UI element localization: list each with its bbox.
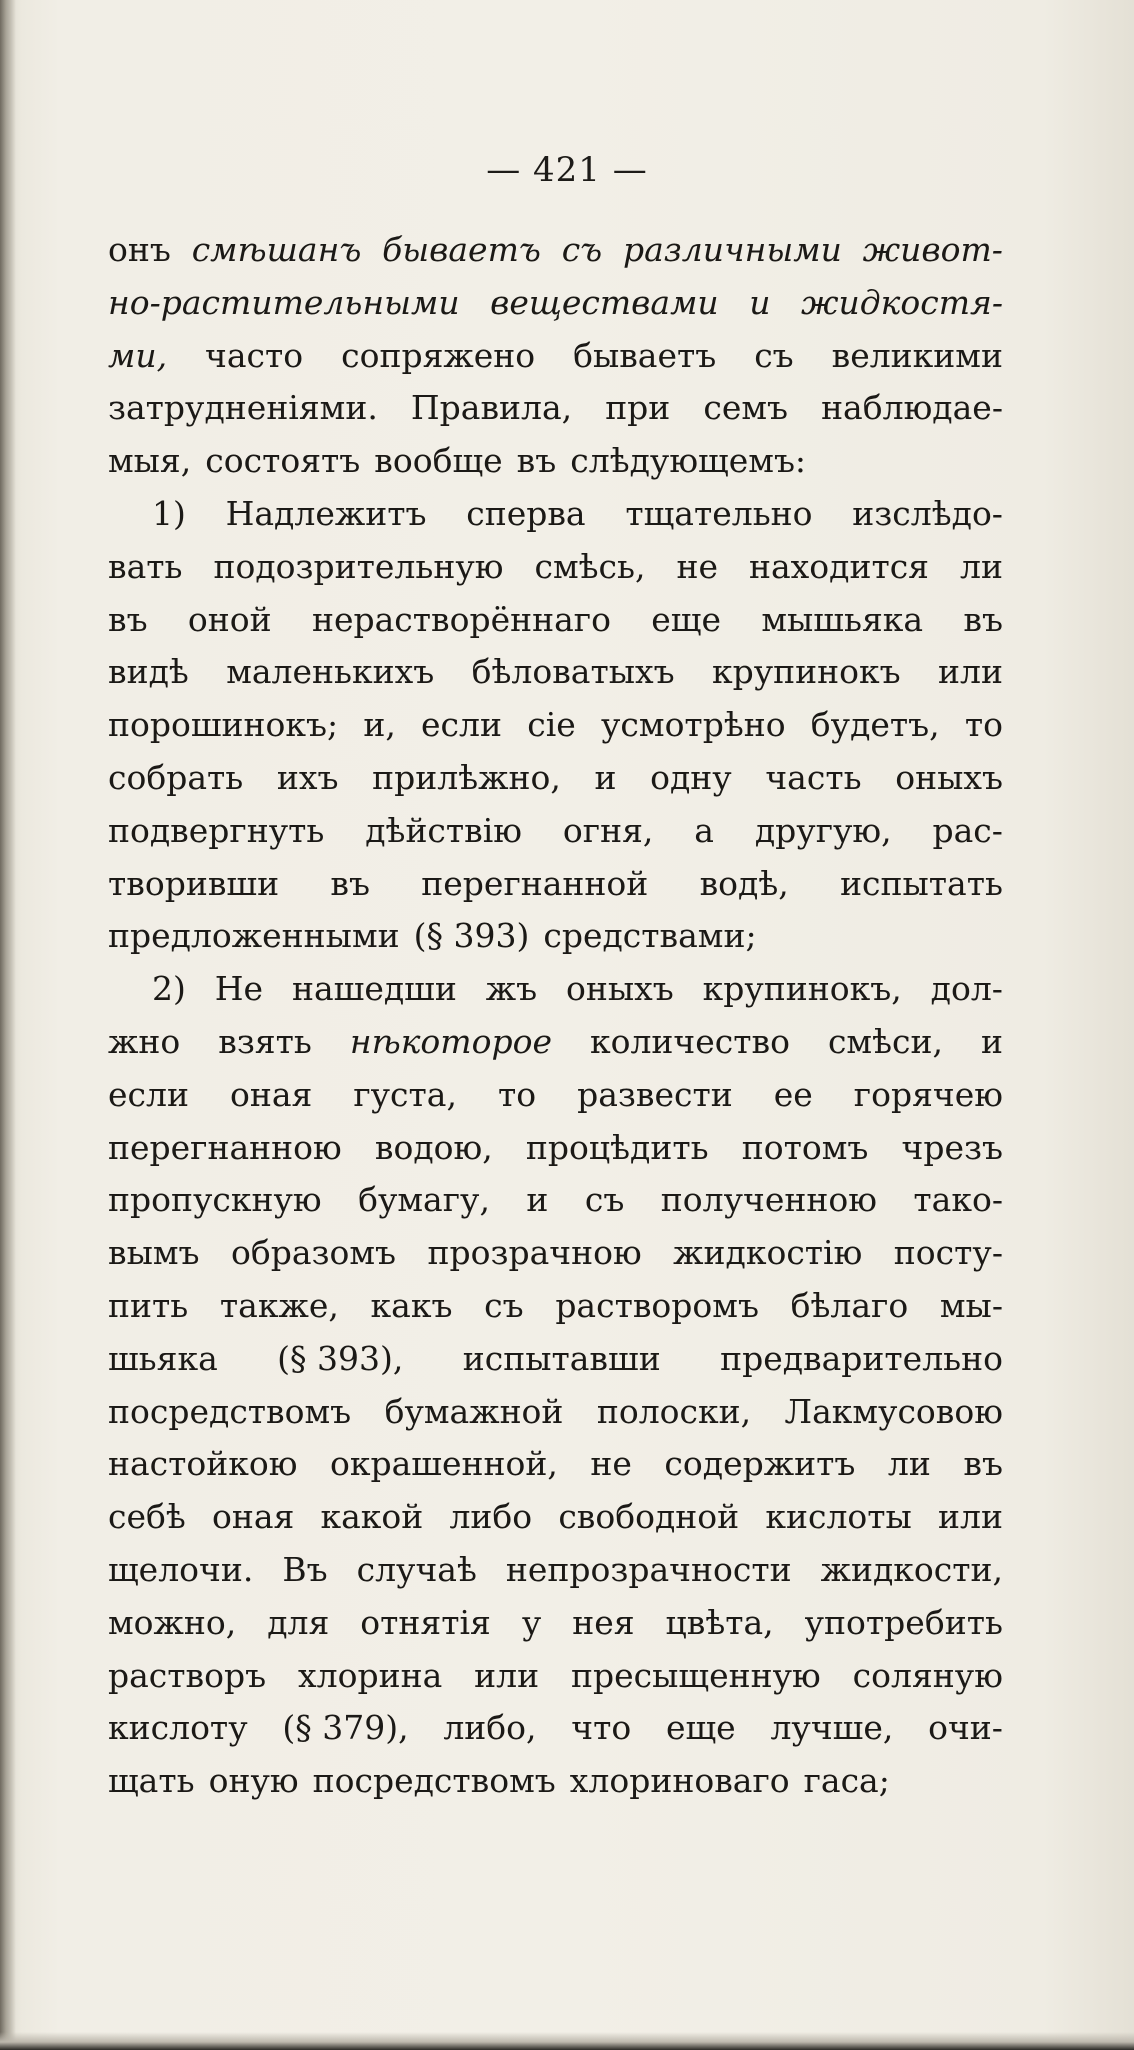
word: великими: [831, 335, 1003, 375]
word: тако-: [913, 1180, 1003, 1220]
text-line: [108, 224, 1003, 277]
word: очи-: [928, 1708, 1003, 1748]
text-line: [108, 277, 1003, 330]
word: съ: [754, 335, 794, 375]
word: содержитъ: [664, 1444, 856, 1484]
word: Надлежитъ: [225, 493, 427, 533]
text-line: [108, 1755, 1003, 1808]
word: жидкости,: [820, 1549, 1003, 1589]
word: жидкостя-: [800, 282, 1003, 322]
text-line: [108, 594, 1003, 647]
word: растворомъ: [555, 1285, 759, 1325]
word: ее: [773, 1074, 813, 1114]
word: но-растительными: [108, 282, 460, 322]
word: водою,: [374, 1127, 493, 1167]
word: настойкою: [108, 1444, 298, 1484]
word: и,: [363, 705, 396, 745]
word: непрозрачности: [505, 1549, 792, 1589]
word: цвѣта,: [665, 1602, 774, 1642]
word: при: [605, 388, 671, 428]
word: затрудненіями.: [108, 388, 378, 428]
word: также,: [219, 1285, 339, 1325]
word: можно,: [108, 1602, 237, 1642]
word: прилѣжно,: [372, 757, 561, 797]
word: образомъ: [230, 1233, 397, 1273]
text-line: [108, 330, 1003, 383]
word: порошинокъ;: [108, 705, 339, 745]
word: сіе: [527, 705, 576, 745]
word: нея: [572, 1602, 635, 1642]
word: огня,: [562, 810, 654, 850]
text-line: [108, 1544, 1003, 1597]
word: одну: [650, 757, 732, 797]
word: или: [937, 1497, 1003, 1537]
page-bottom-edge: [0, 2032, 1134, 2050]
word: въ: [516, 441, 557, 481]
word: ли: [960, 546, 1003, 586]
word: потомъ: [741, 1127, 869, 1167]
text-line: [108, 1227, 1003, 1280]
word: случаѣ: [356, 1549, 477, 1589]
word: оную: [208, 1761, 299, 1801]
word: пить: [108, 1285, 189, 1325]
word: процѣдить: [525, 1127, 709, 1167]
word: окрашенной,: [330, 1444, 558, 1484]
word: тщательно: [625, 493, 813, 533]
word: посредствомъ: [108, 1391, 352, 1431]
word: нѣкоторое: [349, 1021, 552, 1061]
word: и: [980, 1021, 1003, 1061]
word: количество: [589, 1021, 790, 1061]
text-line: [108, 1597, 1003, 1650]
text-line: [108, 805, 1003, 858]
paragraph: [108, 488, 1003, 963]
text-line: [108, 1333, 1003, 1386]
word: употребить: [804, 1602, 1003, 1642]
word: оная: [211, 1497, 295, 1537]
text-line: [108, 1280, 1003, 1333]
word: бѣлаго: [790, 1285, 909, 1325]
word: крупинокъ,: [702, 969, 902, 1009]
text-line: [108, 435, 1003, 488]
word: Лакмусовою: [784, 1391, 1003, 1431]
word: у: [521, 1602, 542, 1642]
word: растворъ: [108, 1655, 267, 1695]
word: съ: [484, 1285, 524, 1325]
word: Въ: [282, 1549, 328, 1589]
word: кислоты: [765, 1497, 912, 1537]
word: (§ 393),: [277, 1338, 404, 1378]
word: бумагу,: [358, 1180, 490, 1220]
word: себѣ: [108, 1497, 186, 1537]
word: или: [474, 1655, 540, 1695]
word: еще: [665, 1708, 736, 1748]
word: еще: [651, 599, 722, 639]
word: пропускную: [108, 1180, 322, 1220]
word: онъ: [108, 230, 171, 269]
word: взять: [218, 1021, 312, 1061]
word: что: [571, 1708, 632, 1748]
word: (§ 393): [413, 916, 530, 956]
word: или: [938, 652, 1003, 692]
word: отнятія: [360, 1602, 491, 1642]
word: чрезъ: [901, 1127, 1003, 1167]
word: въ: [108, 599, 148, 639]
text-line: [108, 963, 1003, 1016]
word: полоски,: [596, 1391, 752, 1431]
text-line: [108, 541, 1003, 594]
word: горячею: [853, 1074, 1003, 1114]
word: Правила,: [410, 388, 573, 428]
word: если: [421, 705, 503, 745]
word: какъ: [370, 1285, 453, 1325]
word: оныхъ: [895, 757, 1003, 797]
word: бѣловатыхъ: [471, 652, 675, 692]
text-line: [108, 752, 1003, 805]
word: испытать: [840, 863, 1003, 903]
word: 2): [152, 969, 186, 1009]
text-line: [108, 1702, 1003, 1755]
word: крупинокъ: [711, 652, 901, 692]
word: полученною: [660, 1180, 877, 1220]
word: вать: [108, 546, 183, 586]
word: часть: [765, 757, 862, 797]
word: мыя,: [108, 441, 192, 481]
word: вымъ: [108, 1233, 200, 1273]
word: находится: [748, 546, 930, 586]
word: прозрачною: [427, 1233, 642, 1273]
word: оной: [187, 599, 272, 639]
text-line: [108, 1438, 1003, 1491]
word: и: [594, 757, 617, 797]
word: 1): [152, 493, 186, 533]
word: хлориноваго: [569, 1761, 790, 1801]
word: будетъ,: [810, 705, 940, 745]
word: мы-: [939, 1285, 1003, 1325]
word: перегнанной: [421, 863, 649, 903]
word: нашедши: [291, 969, 457, 1009]
word: средствами;: [543, 916, 757, 956]
body-text: [108, 224, 1003, 1808]
text-line: [108, 1386, 1003, 1439]
word: посредствомъ: [312, 1761, 556, 1801]
word: вообще: [374, 441, 503, 481]
word: наблюдае-: [821, 388, 1003, 428]
word: ихъ: [276, 757, 339, 797]
word: различными: [623, 230, 842, 269]
word: рас-: [932, 810, 1003, 850]
word: пресыщенную: [571, 1655, 821, 1695]
word: (§ 379),: [282, 1708, 409, 1748]
word: въ: [963, 1444, 1003, 1484]
word: ми,: [108, 335, 168, 375]
word: бумажной: [384, 1391, 564, 1431]
word: оная: [229, 1074, 313, 1114]
word: развести: [577, 1074, 733, 1114]
word: бываетъ: [382, 230, 541, 269]
word: а: [694, 810, 714, 850]
word: мышьяка: [761, 599, 924, 639]
word: въ: [330, 863, 370, 903]
word: не: [676, 546, 718, 586]
word: испытавши: [462, 1338, 661, 1378]
word: и: [526, 1180, 549, 1220]
word: смѣси,: [827, 1021, 943, 1061]
word: Не: [214, 969, 264, 1009]
word: кислоту: [108, 1708, 248, 1748]
word: если: [108, 1074, 189, 1114]
word: либо: [449, 1497, 533, 1537]
text-line: [108, 1650, 1003, 1703]
word: свободной: [558, 1497, 740, 1537]
text-line: [108, 699, 1003, 752]
word: дѣйствію: [365, 810, 523, 850]
text-line: [108, 1016, 1003, 1069]
text-line: [108, 646, 1003, 699]
word: водѣ,: [699, 863, 789, 903]
text-line: [108, 1122, 1003, 1175]
word: жидкостію: [673, 1233, 863, 1273]
word: щать: [108, 1761, 195, 1801]
word: гаса;: [803, 1761, 890, 1801]
word: предварительно: [720, 1338, 1003, 1378]
word: жно: [108, 1021, 181, 1061]
word: маленькихъ: [226, 652, 435, 692]
word: соляную: [852, 1655, 1003, 1695]
word: оныхъ: [565, 969, 674, 1009]
text-line: [108, 1491, 1003, 1544]
word: видѣ: [108, 652, 189, 692]
word: хлорина: [298, 1655, 443, 1695]
word: часто: [205, 335, 304, 375]
paragraph: [108, 963, 1003, 1808]
word: то: [497, 1074, 537, 1114]
word: не: [590, 1444, 632, 1484]
text-line: [108, 1174, 1003, 1227]
word: шьяка: [108, 1338, 218, 1378]
word: съ: [584, 1180, 625, 1220]
word: семъ: [703, 388, 789, 428]
word: живот-: [862, 230, 1003, 269]
word: для: [267, 1602, 330, 1642]
word: посту-: [893, 1233, 1003, 1273]
word: подозрительную: [213, 546, 504, 586]
text-line: [108, 382, 1003, 435]
word: смѣшанъ: [191, 230, 362, 269]
word: сопряжено: [341, 335, 536, 375]
word: сперва: [466, 493, 586, 533]
paragraph: [108, 224, 1003, 488]
word: слѣдующемъ:: [570, 441, 807, 481]
word: въ: [963, 599, 1003, 639]
word: нерастворённаго: [311, 599, 611, 639]
word: густа,: [353, 1074, 457, 1114]
page-number: — 421 —: [486, 150, 648, 190]
word: бываетъ: [573, 335, 717, 375]
word: съ: [561, 230, 603, 269]
word: жъ: [485, 969, 538, 1009]
word: щелочи.: [108, 1549, 254, 1589]
word: подвергнуть: [108, 810, 325, 850]
word: и: [749, 282, 771, 322]
word: творивши: [108, 863, 280, 903]
word: ли: [887, 1444, 931, 1484]
text-line: [108, 1069, 1003, 1122]
word: состоятъ: [205, 441, 361, 481]
text-line: [108, 858, 1003, 911]
word: предложенными: [108, 916, 400, 956]
word: собрать: [108, 757, 244, 797]
word: лучше,: [770, 1708, 894, 1748]
word: какой: [320, 1497, 424, 1537]
word: изслѣдо-: [852, 493, 1003, 533]
text-line: [108, 910, 1003, 963]
text-line: [108, 488, 1003, 541]
word: дол-: [930, 969, 1003, 1009]
word: либо,: [443, 1708, 537, 1748]
word: смѣсь,: [534, 546, 646, 586]
word: то: [964, 705, 1003, 745]
binding-gutter-shadow: [0, 0, 16, 2050]
word: перегнанною: [108, 1127, 342, 1167]
word: усмотрѣно: [601, 705, 786, 745]
word: другую,: [754, 810, 892, 850]
word: веществами: [490, 282, 719, 322]
